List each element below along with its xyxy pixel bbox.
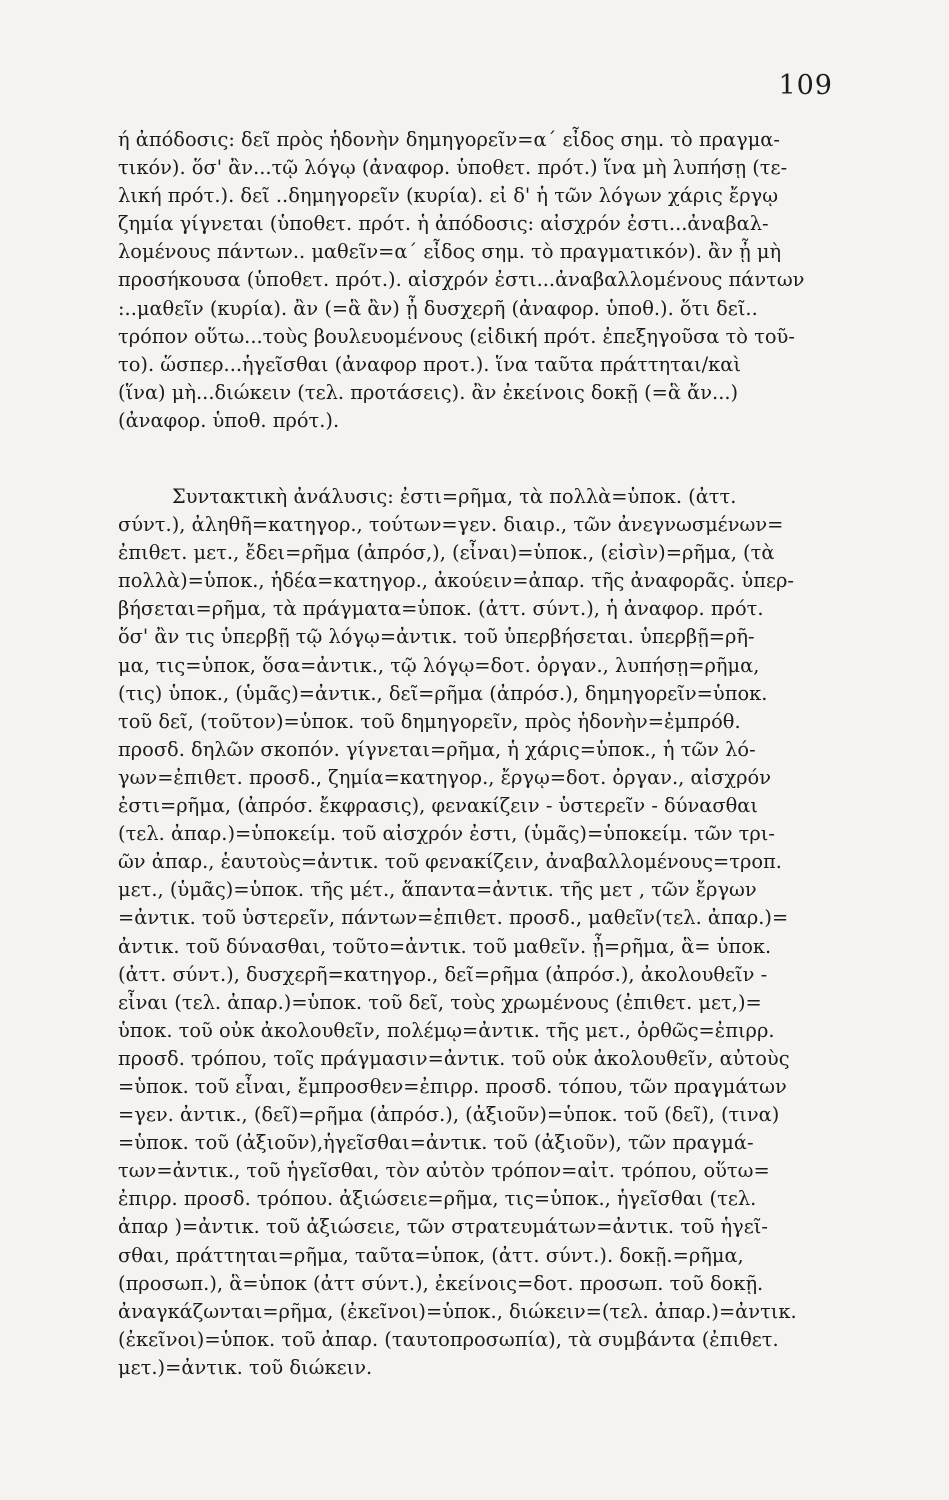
text-line: το). ὥσπερ...ἡγεῖσθαι (ἀναφορ προτ.). ἵνα ταῦτα πράττηται/καὶ [118, 352, 741, 376]
text-line: βήσεται=ρῆμα, τὰ πράγματα=ὑποκ. (ἀττ. σύντ.), ἡ ἀναφορ. πρότ. [118, 597, 764, 621]
text-line: τικόν). ὅσ' ἂν...τῷ λόγῳ (ἀναφορ. ὑποθετ. πρότ.) ἵνα μὴ λυπήσῃ (τε- [118, 156, 788, 180]
text-line: μετ., (ὑμᾶς)=ὑποκ. τῆς μέτ., ἅπαντα=ἀντικ. τῆς μετ , τῶν ἔργων [118, 878, 757, 902]
text-line: ἐπιθετ. μετ., ἔδει=ρῆμα (ἀπρόσ,), (εἶναι)=ὑποκ., (εἰσὶν)=ρῆμα, (τὰ [118, 541, 775, 565]
text-line: (τελ. ἀπαρ.)=ὑποκείμ. τοῦ αἰσχρόν ἐστι, (ὑμᾶς)=ὑποκείμ. τῶν τρι- [118, 822, 775, 846]
text-line: εἶναι (τελ. ἀπαρ.)=ὑποκ. τοῦ δεῖ, τοὺς χρωμένους (ἐπιθετ. μετ,)= [118, 990, 762, 1014]
text-line: (ἐκεῖνοι)=ὑποκ. τοῦ ἀπαρ. (ταυτοπροσωπία), τὰ συμβάντα (ἐπιθετ. [118, 1327, 779, 1351]
text-line: τοῦ δεῖ, (τοῦτον)=ὑποκ. τοῦ δημηγορεῖν, πρὸς ἡδονὴν=ἐμπρόθ. [118, 709, 741, 733]
text-line: μα, τις=ὑποκ, ὅσα=ἀντικ., τῷ λόγῳ=δοτ. ὀργαν., λυπήσῃ=ρῆμα, [118, 653, 760, 677]
text-line: γων=ἐπιθετ. προσδ., ζημία=κατηγορ., ἔργῳ=δοτ. ὀργαν., αἰσχρόν [118, 765, 772, 789]
text-line: πολλὰ)=ὑποκ., ἡδέα=κατηγορ., ἀκούειν=ἀπαρ. τῆς ἀναφορᾶς. ὑπερ- [118, 569, 794, 593]
text-line: ἐστι=ρῆμα, (ἀπρόσ. ἔκφρασις), φενακίζειν - ὑστερεῖν - δύνασθαι [118, 794, 759, 818]
text-line: λομένους πάντων.. μαθεῖν=α΄ εἶδος σημ. τὸ πραγματικόν). ἂν ᾖ μὴ [118, 240, 782, 264]
text-line: (ἵνα) μὴ...διώκειν (τελ. προτάσεις). ἂν ἐκείνοις δοκῇ (=ἃ ἄν...) [118, 380, 739, 404]
syntax-analysis-paragraph [118, 483, 853, 1382]
text-line: ὑποκ. τοῦ οὐκ ἀκολουθεῖν, πολέμῳ=ἀντικ. τῆς μετ., ὀρθῶς=ἐπιρρ. [118, 1018, 775, 1042]
text-line: προσδ. δηλῶν σκοπόν. γίγνεται=ρῆμα, ἡ χάρις=ὑποκ., ἡ τῶν λό- [118, 737, 756, 761]
text-line: (ἀναφορ. ὑποθ. πρότ.). [118, 408, 340, 432]
page-number: 109 [778, 70, 833, 101]
text-line: (τις) ὑποκ., (ὑμᾶς)=ἀντικ., δεῖ=ρῆμα (ἀπρόσ.), δημηγορεῖν=ὑποκ. [118, 681, 768, 705]
text-line: μετ.)=ἀντικ. τοῦ διώκειν. [118, 1355, 373, 1379]
text-line: ἀναγκάζωνται=ρῆμα, (ἐκεῖνοι)=ὑποκ., διώκειν=(τελ. ἀπαρ.)=ἀντικ. [118, 1299, 797, 1323]
text-line: =γεν. ἀντικ., (δεῖ)=ρῆμα (ἀπρόσ.), (ἀξιοῦν)=ὑποκ. τοῦ (δεῖ), (τινα) [118, 1103, 780, 1127]
text-line: σύντ.), ἀληθῆ=κατηγορ., τούτων=γεν. διαιρ., τῶν ἀνεγνωσμένων= [118, 513, 784, 537]
text-line: ἐπιρρ. προσδ. τρόπου. ἀξιώσειε=ρῆμα, τις=ὑποκ., ἡγεῖσθαι (τελ. [118, 1187, 757, 1211]
text-line: προσήκουσα (ὑποθετ. πρότ.). αἰσχρόν ἐστι...ἀναβαλλομένους πάντων [118, 268, 805, 292]
text-line: =ἀντικ. τοῦ ὑστερεῖν, πάντων=ἐπιθετ. προσδ., μαθεῖν(τελ. ἀπαρ.)= [118, 906, 789, 930]
text-line: Συντακτικὴ ἀνάλυσις: ἐστι=ρῆμα, τὰ πολλὰ=ὑποκ. (ἀττ. [172, 485, 737, 508]
text-line: ῶν ἀπαρ., ἑαυτοὺς=ἀντικ. τοῦ φενακίζειν, ἀναβαλλομένους=τροπ. [118, 850, 782, 874]
text-line: των=ἀντικ., τοῦ ἡγεῖσθαι, τὸν αὐτὸν τρόπον=αἰτ. τρόπου, οὕτω= [118, 1159, 770, 1183]
text-line: ζημία γίγνεται (ὑποθετ. πρότ. ἡ ἀπόδοσις: αἰσχρόν ἐστι...ἀναβαλ- [118, 212, 769, 236]
text-line: ὅσ' ἂν τις ὑπερβῇ τῷ λόγῳ=ἀντικ. τοῦ ὑπερβήσεται. ὑπερβῇ=ρῆ- [118, 625, 755, 649]
text-line: τρόπον οὕτω...τοὺς βουλευομένους (εἰδική πρότ. ἐπεξηγοῦσα τὸ τοῦ- [118, 324, 795, 348]
text-line: =ὑποκ. τοῦ εἶναι, ἔμπροσθεν=ἐπιρρ. προσδ. τόπου, τῶν πραγμάτων [118, 1074, 787, 1098]
text-line: :..μαθεῖν (κυρία). ἂν (=ἃ ἂν) ᾖ δυσχερῆ (ἀναφορ. ὑποθ.). ὅτι δεῖ.. [118, 296, 758, 320]
text-line: =ὑποκ. τοῦ (ἀξιοῦν),ἡγεῖσθαι=ἀντικ. τοῦ (ἀξιοῦν), τῶν πραγμά- [118, 1131, 754, 1155]
commentary-paragraph [118, 126, 853, 435]
text-line: ἀντικ. τοῦ δύνασθαι, τοῦτο=ἀντικ. τοῦ μαθεῖν. ᾖ=ρῆμα, ἃ= ὑποκ. [118, 934, 772, 958]
text-line: (προσωπ.), ἃ=ὑποκ (ἀττ σύντ.), ἐκείνοις=δοτ. προσωπ. τοῦ δοκῇ. [118, 1271, 764, 1295]
text-line: προσδ. τρόπου, τοῖς πράγμασιν=ἀντικ. τοῦ οὐκ ἀκολουθεῖν, αὐτοὺς [118, 1046, 790, 1070]
text-line: ή ἀπόδοσις: δεῖ πρὸς ἡδονὴν δημηγορεῖν=α΄ εἶδος σημ. τὸ πραγμα- [118, 128, 780, 151]
text-line: σθαι, πράττηται=ρῆμα, ταῦτα=ὑποκ, (ἀττ. σύντ.). δοκῇ.=ρῆμα, [118, 1243, 744, 1267]
text-line: ἀπαρ )=ἀντικ. τοῦ ἀξιώσειε, τῶν στρατευμάτων=ἀντικ. τοῦ ἡγεῖ- [118, 1215, 768, 1239]
text-line: λική πρότ.). δεῖ ..δημηγορεῖν (κυρία). εἰ δ' ἡ τῶν λόγων χάρις ἔργῳ [118, 184, 779, 208]
text-line: (ἀττ. σύντ.), δυσχερῆ=κατηγορ., δεῖ=ρῆμα (ἀπρόσ.), ἀκολουθεῖν - [118, 962, 768, 986]
